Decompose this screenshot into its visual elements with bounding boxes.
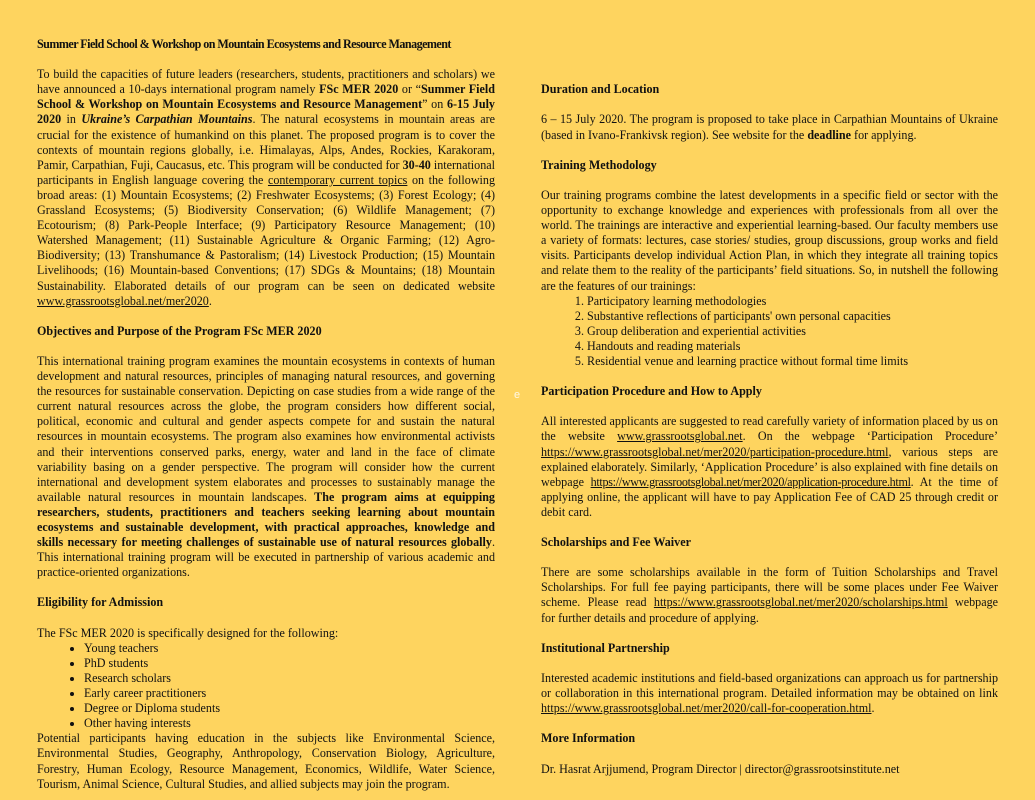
eligibility-heading: Eligibility for Admission	[37, 595, 164, 610]
partnership-paragraph: Interested academic institutions and field-based organizations can approach us for partnership or collaboration in this international program. Detailed information may be obtained on link https://www.grassrootsglobal.net/mer2020/call-for-cooperation.html.	[541, 670, 998, 716]
main-website-link[interactable]: www.grassrootsglobal.net	[617, 429, 743, 444]
list-item: • Other having interests	[84, 716, 495, 731]
list-item: • Young teachers	[84, 641, 495, 656]
methodology-heading: Training Methodology	[541, 157, 657, 172]
features-list	[541, 294, 998, 369]
document-title: Summer Field School & Workshop on Mountain Ecosystems and Resource Management	[37, 37, 451, 51]
list-item: • Early career practitioners	[84, 686, 495, 701]
participation-procedure-link[interactable]: https://www.grassrootsglobal.net/mer2020/participation-procedure.html	[541, 444, 889, 459]
scholarships-heading: Scholarships and Fee Waiver	[541, 535, 691, 550]
eligibility-intro: The FSc MER 2020 is specifically designed for the following:	[37, 625, 339, 640]
continuation-space	[541, 37, 998, 82]
eligibility-list	[37, 641, 495, 732]
stray-mark: e	[514, 389, 521, 401]
duration-heading: Duration and Location	[541, 82, 660, 97]
list-item: • Research scholars	[84, 671, 495, 686]
list-item: 4. Handouts and reading materials	[587, 339, 998, 354]
methodology-paragraph: Our training programs combine the latest developments in a specific field or sector with the opportunity to exchange knowledge and experiences with professionals from all over the world. The trainings are interactive and experiential learning-based. Our faculty members use a variety of formats: lectures, case stories/ studies, group discussions, group works and field visits. Participants develop individual Action Plan, in which they integrate all training topics and relate them to the reality of the participants’ field situations. So, in nutshell the following are the features of our trainings:	[541, 187, 998, 293]
application-procedure-link[interactable]: https://www.grassrootsglobal.net/mer2020/application-procedure.html	[590, 474, 911, 489]
duration-paragraph: 6 – 15 July 2020. The program is proposed to take place in Carpathian Mountains of Ukraine (based in Ivano-Frankivsk region). See website for the deadline for applying.	[541, 112, 998, 142]
list-item: • PhD students	[84, 656, 495, 671]
contact-line: Dr. Hasrat Arjjumend, Program Director | director@grassrootsinstitute.net	[541, 761, 900, 776]
list-item: 2. Substantive reflections of participants' own personal capacities	[587, 309, 998, 324]
objectives-heading: Objectives and Purpose of the Program FSc MER 2020	[37, 323, 322, 338]
participation-heading: Participation Procedure and How to Apply	[541, 384, 762, 399]
list-item: 3. Group deliberation and experiential activities	[587, 324, 998, 339]
objectives-paragraph: This international training program examines the mountain ecosystems in contexts of human development and natural resources, principles of managing natural resources, and governing the resources for sustainable conservation. Depicting on case studies from a wide range of the current natural resources across the globe, the program considers how different social, political, economic and cultural and gender aspects compete for and sustain the natural resources in mountain ecosystems. The program also examines how environmental activists and their interventions conserved parks, energy, water and land in the face of climate variability basing on a gender perspective. The program will consider how the current international and development system elaborates and processes to sustainably manage the available natural resources in mountain landscapes. The program aims at equipping researchers, students, practitioners and teachers seeking learning about mountain ecosystems and sustainable development, with practical approaches, knowledge and skills necessary for meeting challenges of sustainable use of natural resources globally. This international training program will be executed in partnership of various academic and practice-oriented organizations.	[37, 353, 495, 580]
intro-paragraph: To build the capacities of future leaders (researchers, students, practitioners and scholars) we have announced a 10-days international program namely FSc MER 2020 or “Summer Field School & Workshop on Mountain Ecosystems and Resource Management” on 6-15 July 2020 in Ukraine’s Carpathian Mountains. The natural ecosystems in mountain areas are crucial for the existence of humankind on this planet. The proposed program is to cover the contexts of mountain regions globally, i.e. Himalayas, Alps, Andes, Rockies, Karakoram, Pamir, Carpathian, Fuji, Caucasus, etc. This program will be conducted for 30-40 international participants in English language covering the contemporary current topics on the following broad areas: (1) Mountain Ecosystems; (2) Freshwater Ecosystems; (3) Forest Ecology; (4) Grassland Ecosystems; (5) Biodiversity Conservation; (6) Wildlife Management; (7) Ecotourism; (8) Park-People Interface; (9) Participatory Resource Management; (10) Watershed Management; (11) Sustainable Agriculture & Organic Farming; (12) Agro-Biodiversity; (13) Transhumance & Pastoralism; (14) Livestock Production; (15) Mountain Livelihoods; (16) Mountain-based Conventions; (17) SDGs & Mountains; (18) Mountain Sustainability. Elaborated details of our program can be seen on dedicated website www.grassrootsglobal.net/mer2020.	[37, 67, 496, 308]
list-item: 5. Residential venue and learning practice without formal time limits	[587, 354, 998, 369]
list-item: • Degree or Diploma students	[84, 701, 495, 716]
scholarships-paragraph: There are some scholarships available in the form of Tuition Scholarships and Travel Scholarships. For full fee paying participants, there will be some places under Fee Waiver scheme. Please read https://www.grassrootsglobal.net/mer2020/scholarships.html webpage for further details and procedure of applying.	[541, 565, 998, 625]
scholarships-link[interactable]: https://www.grassrootsglobal.net/mer2020/scholarships.html	[653, 595, 948, 610]
topics-underlined: contemporary current topics	[267, 172, 408, 187]
list-item: 1. Participatory learning methodologies	[587, 294, 998, 309]
partnership-heading: Institutional Partnership	[541, 640, 670, 655]
participation-paragraph: All interested applicants are suggested to read carefully variety of information placed by us on the website www.grassrootsglobal.net. On the webpage ‘Participation Procedure’ https://www.grassrootsglobal.net/mer2020/participation-procedure.html, various steps are explained elaborately. Similarly, ‘Application Procedure’ is also explained with fine details on webpage https://www.grassrootsglobal.net/mer2020/application-procedure.html. At the time of applying online, the applicant will have to pay Application Fee of CAD 25 through credit or debit card.	[541, 414, 999, 519]
left-column	[37, 37, 495, 792]
eligibility-subjects: Potential participants having education in the subjects like Environmental Science, Environmental Studies, Geography, Anthropology, Conservation Biology, Agriculture, Forestry, Human Ecology, Resource Management, Economics, Wildlife, Water Science, Tourism, Animal Science, Cultural Studies, and allied subjects may join the program.	[37, 731, 495, 791]
right-column	[541, 37, 998, 777]
more-info-heading: More Information	[541, 731, 636, 746]
program-website-link[interactable]: www.grassrootsglobal.net/mer2020	[37, 293, 209, 308]
cooperation-link[interactable]: https://www.grassrootsglobal.net/mer2020/call-for-cooperation.html	[541, 701, 872, 716]
